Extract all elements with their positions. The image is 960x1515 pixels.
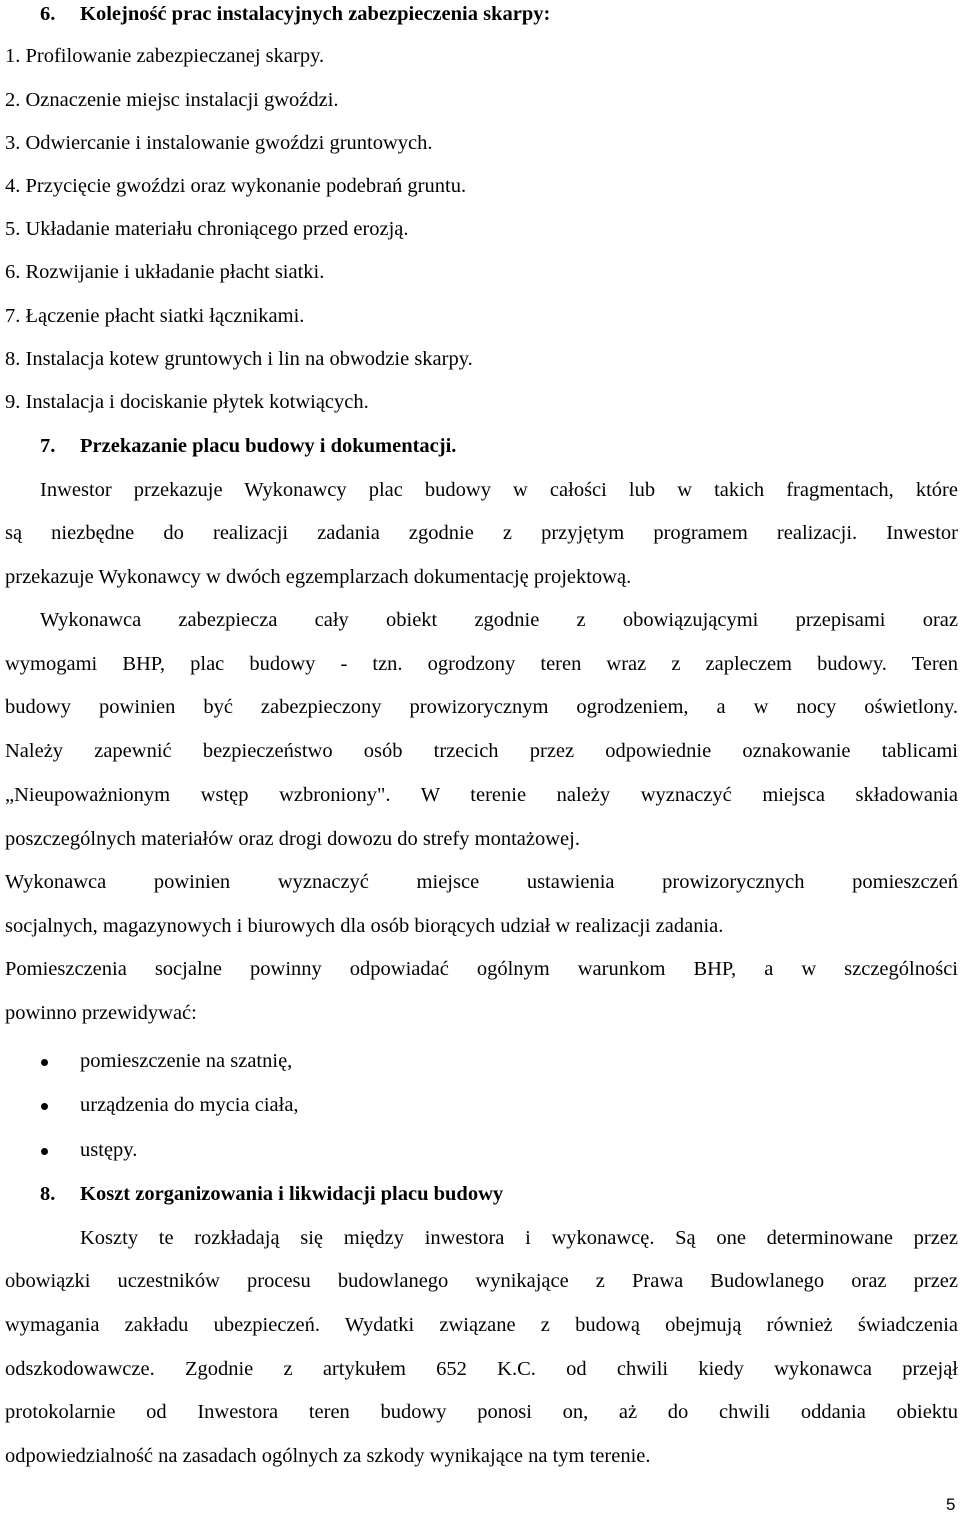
- section-6-number: 6.: [40, 3, 56, 25]
- bullet-item: pomieszczenie na szatnię,: [80, 1050, 293, 1072]
- paragraph-line: Inwestor przekazuje Wykonawcy plac budowy w całości lub w takich fragmentach, które: [40, 479, 958, 501]
- paragraph-line: Należy zapewnić bezpieczeństwo osób trzecich przez odpowiednie oznakowanie tablicami: [5, 740, 958, 762]
- paragraph-line: wymagania zakładu ubezpieczeń. Wydatki związane z budową obejmują również świadczenia: [5, 1314, 958, 1336]
- bullet-item: urządzenia do mycia ciała,: [80, 1094, 299, 1116]
- paragraph-line: protokolarnie od Inwestora teren budowy ponosi on, aż do chwili oddania obiektu: [5, 1401, 958, 1423]
- paragraph-line: odpowiedzialność na zasadach ogólnych za szkody wynikające na tym terenie.: [5, 1445, 651, 1467]
- list-item: 2. Oznaczenie miejsc instalacji gwoździ.: [5, 89, 339, 111]
- list-item: 6. Rozwijanie i układanie płacht siatki.: [5, 261, 325, 283]
- list-item: 4. Przycięcie gwoździ oraz wykonanie podebrań gruntu.: [5, 175, 467, 197]
- section-8-number: 8.: [40, 1183, 56, 1205]
- bullet-icon: [41, 1059, 48, 1066]
- paragraph-line: są niezbędne do realizacji zadania zgodnie z przyjętym programem realizacji. Inwestor: [5, 522, 958, 544]
- paragraph-line: obowiązki uczestników procesu budowlanego wynikające z Prawa Budowlanego oraz przez: [5, 1270, 958, 1292]
- paragraph-line: Koszty te rozkładają się między inwestora i wykonawcę. Są one determinowane przez: [80, 1227, 958, 1249]
- section-6-heading: [40, 0, 551, 28]
- paragraph-line: budowy powinien być zabezpieczony prowizorycznym ogrodzeniem, a w nocy oświetlony.: [5, 696, 958, 718]
- paragraph-line: Pomieszczenia socjalne powinny odpowiadać ogólnym warunkom BHP, a w szczególności: [5, 958, 958, 980]
- list-item: 8. Instalacja kotew gruntowych i lin na obwodzie skarpy.: [5, 348, 473, 370]
- paragraph-line: powinno przewidywać:: [5, 1002, 197, 1024]
- paragraph-line: socjalnych, magazynowych i biurowych dla osób biorących udział w realizacji zadania.: [5, 915, 724, 937]
- section-7-title: Przekazanie placu budowy i dokumentacji.: [80, 435, 457, 457]
- section-7-number: 7.: [40, 435, 56, 457]
- paragraph-line: Wykonawca powinien wyznaczyć miejsce ustawienia prowizorycznych pomieszczeń: [5, 871, 958, 893]
- paragraph-line: odszkodowawcze. Zgodnie z artykułem 652 K.C. od chwili kiedy wykonawca przejął: [5, 1358, 958, 1380]
- paragraph-line: poszczególnych materiałów oraz drogi dowozu do strefy montażowej.: [5, 828, 580, 850]
- section-8-title: Koszt zorganizowania i likwidacji placu budowy: [80, 1183, 504, 1205]
- section-7-heading: [40, 432, 457, 460]
- bullet-icon: [41, 1103, 48, 1110]
- paragraph-line: Wykonawca zabezpiecza cały obiekt zgodnie z obowiązującymi przepisami oraz: [40, 609, 958, 631]
- section-6-title: Kolejność prac instalacyjnych zabezpieczenia skarpy:: [80, 3, 551, 25]
- paragraph-line: przekazuje Wykonawcy w dwóch egzemplarzach dokumentację projektową.: [5, 566, 632, 588]
- paragraph-line: „Nieupoważnionym wstęp wzbroniony". W terenie należy wyznaczyć miejsca składowania: [5, 784, 958, 806]
- bullet-icon: [41, 1148, 48, 1155]
- list-item: 1. Profilowanie zabezpieczanej skarpy.: [5, 45, 325, 67]
- bullet-item: ustępy.: [80, 1139, 138, 1161]
- page-number: 5: [946, 1495, 956, 1514]
- list-item: 3. Odwiercanie i instalowanie gwoździ gruntowych.: [5, 132, 433, 154]
- list-item: 5. Układanie materiału chroniącego przed erozją.: [5, 218, 409, 240]
- list-item: 7. Łączenie płacht siatki łącznikami.: [5, 305, 305, 327]
- paragraph-line: wymogami BHP, plac budowy - tzn. ogrodzony teren wraz z zapleczem budowy. Teren: [5, 653, 958, 675]
- section-8-heading: [40, 1180, 504, 1208]
- list-item: 9. Instalacja i dociskanie płytek kotwiących.: [5, 391, 369, 413]
